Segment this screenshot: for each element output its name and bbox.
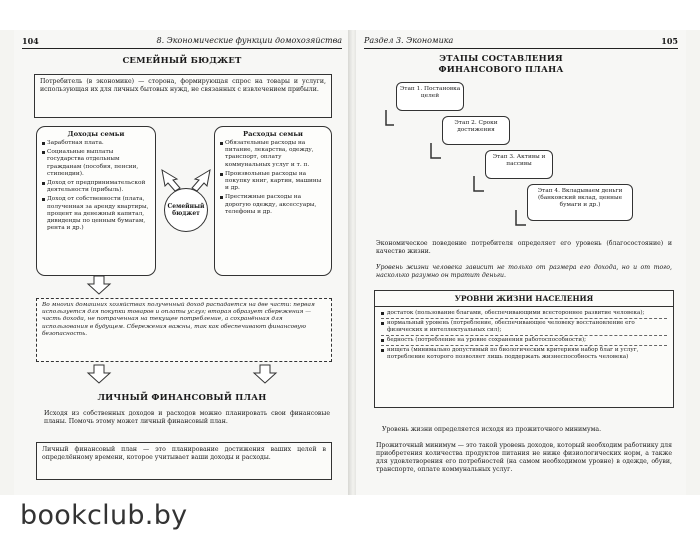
page-number: 104 (22, 36, 39, 46)
section-title-family-budget: СЕМЕЙНЫЙ БЮДЖЕТ (122, 56, 242, 66)
expense-box (214, 126, 332, 276)
book-spread (0, 30, 700, 495)
running-title: Раздел 3. Экономика (364, 36, 454, 45)
consumer-definition: Потребитель (в экономике) — сторона, формирующая спрос на товары и услуги, использующая их для личных бытовых нужд, не связанных с извлечением прибыли. (40, 78, 326, 93)
plan-stage-label: Этап 1. Постановка целей (399, 86, 461, 99)
plan-stage-label: Этап 3. Активы и пассивы (492, 154, 546, 167)
expense-heading: Расходы семьи (243, 130, 303, 138)
plan-stage-label: Этап 2. Сроки достижения (454, 120, 498, 133)
quote-text: Уровень жизни человека зависит не только от размера его дохода, но и от того, насколько разумно он тратит деньги. (376, 264, 672, 279)
minimum-definition: Прожиточный минимум — это такой уровень доходов, который необходим работнику для приобретения количества продуктов питания не ниже физиологических норм, а также для удовлетворения его потребностей (на самом необходимом уровне) в одежде, обуви, транспорте, оплате коммунальных услуг. (376, 442, 672, 473)
section-title-personal-plan: ЛИЧНЫЙ ФИНАНСОВЫЙ ПЛАН (97, 393, 267, 403)
plan-definition-box (36, 442, 332, 480)
family-budget-circle (164, 188, 208, 232)
living-levels-box (374, 290, 674, 408)
family-budget-label: Семейный бюджет (167, 203, 205, 217)
living-level-item: нищета (минимально допустимый по биологическим критериям набор благ и услуг, потребление которого позволяет лишь поддержать жизнеспособность человека) (381, 346, 667, 362)
left-page (14, 30, 350, 495)
plan-definition: Личный финансовый план — это планирование достижения ваших целей в определённому времени, которое учитывает ваши доходы и расходы. (42, 446, 326, 461)
plan-stage-2 (442, 116, 510, 145)
page-number: 105 (661, 36, 678, 46)
expense-item: Обязательные расходы на питание, лекарства, одежду, транспорт, оплату коммунальных услуг и т. п. (220, 140, 326, 169)
watermark-logo: bookclub.by (20, 500, 188, 531)
plan-intro-text: Исходя из собственных доходов и расходов можно планировать свои финансовые планы. Помочь этому может личный финансовый план. (44, 410, 330, 425)
expense-item: Престижные расходы на дорогую одежду, аксессуары, телефоны и др. (220, 194, 326, 216)
living-level-item: достаток (пользование благами, обеспечивающими всестороннее развитие человека); (381, 309, 667, 319)
savings-text: Во многих домашних хозяйствах полученный доход распадается на две части: первая используется для покупки товаров и оплаты услуг; вторая образует сбережения — часть дохода, не потраченная на текущее потребление, а сохранённая для использования в будущем. Сбережения важны, так как обеспечивают финансовую безопасность. (42, 302, 315, 337)
running-title: 8. Экономические функции домохозяйства (156, 36, 342, 45)
living-levels-heading: УРОВНИ ЖИЗНИ НАСЕЛЕНИЯ (375, 291, 673, 307)
living-level-item: нормальный уровень (потребление, обеспечивающее человеку восстановление его физических и интеллектуальных сил); (381, 319, 667, 336)
plan-stage-3 (485, 150, 553, 179)
living-level-item: бедность (потребление на уровне сохранения работоспособности); (381, 336, 667, 346)
savings-box (36, 298, 332, 362)
income-item: Социальные выплаты государства отдельным гражданам (пособия, пенсии, стипендии). (42, 149, 150, 178)
behavior-text: Экономическое поведение потребителя определяет его уровень (благосостояние) и качество жизни. (376, 240, 672, 255)
income-heading: Доходы семьи (67, 130, 125, 138)
minimum-text: Уровень жизни определяется исходя из прожиточного минимума. (382, 426, 602, 433)
income-item: Доход от собственности (плата, полученная за аренду квартиры, процент на денежный капитал, дивиденды по ценным бумагам, рента и др.) (42, 196, 150, 232)
plan-stage-label: Этап 4. Вкладываем деньги (банковский вклад, ценные бумаги и др.) (537, 188, 623, 208)
section-title-plan-stages: ЭТАПЫ СОСТАВЛЕНИЯ ФИНАНСОВОГО ПЛАНА (438, 54, 564, 75)
right-page (356, 30, 686, 495)
income-item: Заработная плата. (42, 140, 150, 147)
plan-stage-1 (396, 82, 464, 111)
expense-item: Произвольные расходы на покупку книг, картин, машины и др. (220, 171, 326, 193)
income-item: Доход от предпринимательской деятельности (прибыль). (42, 180, 150, 194)
plan-stage-4 (527, 184, 633, 221)
